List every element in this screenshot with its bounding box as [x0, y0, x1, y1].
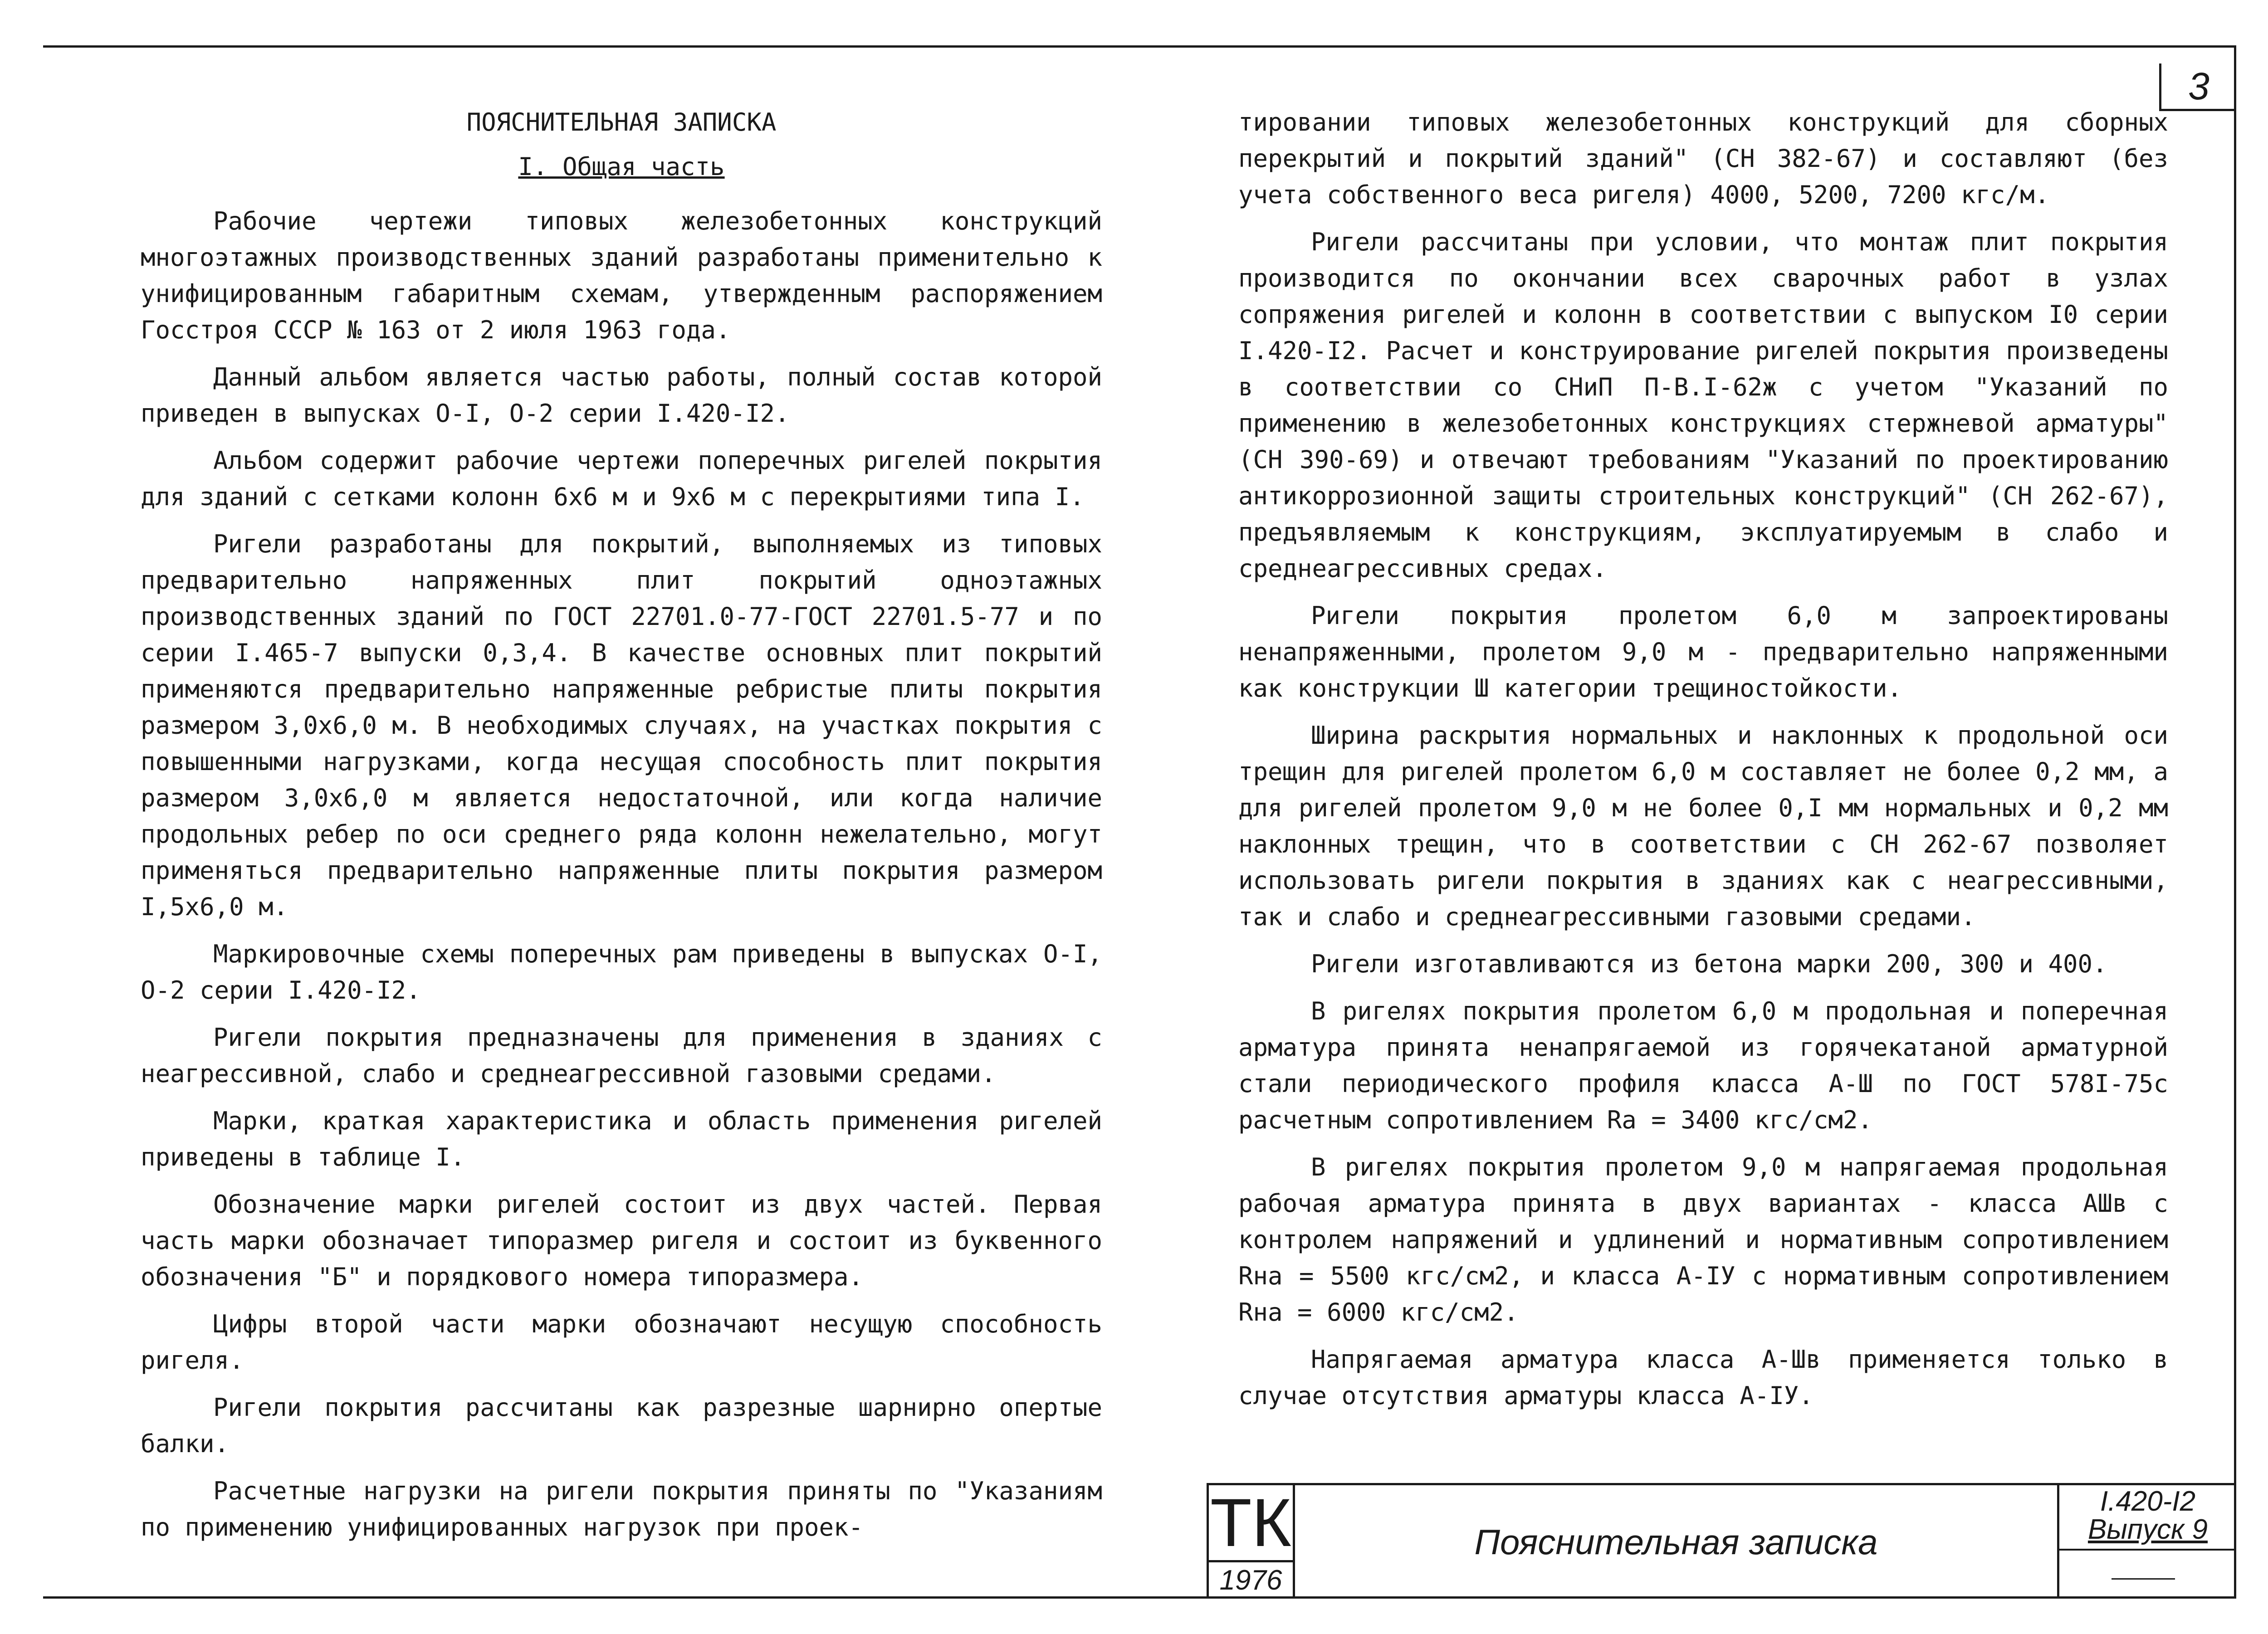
title-block-code: ТК: [1209, 1485, 1295, 1562]
paragraph: Данный альбом является частью работы, полный состав которой приведен в выпусках О-I, О-2 серии I.420-I2.: [141, 363, 1102, 428]
paragraph: Ригели покрытия предназначены для применения в зданиях с неагрессивной, слабо и среднеагрессивной газовыми средами.: [141, 1023, 1102, 1088]
paragraph: Ригели рассчитаны при условии, что монтаж плит покрытия производится по окончании всех сварочных работ в узлах сопряжения ригелей и колонн в соответствии с выпуском I0 серии I.420-I2. Расчет и конструирование ригелей покрытия произведены в соответствии со СНиП П-В.I-62ж с учетом "Указаний по применению в железобетонных конструкциях стержневой арматуры" (СН 390-69) и отвечают требованиям "Указаний по проектированию антикоррозионной защиты строительных конструкций" (СН 262-67), предъявляемым к конструкциям, эксплуатируемым в слабо и среднеагрессивных средах.: [1238, 228, 2168, 583]
paragraph: Марки, краткая характеристика и область применения ригелей приведены в таблице I.: [141, 1107, 1102, 1171]
title-block-divider: [2059, 1549, 2236, 1551]
title-block-dash: [2112, 1578, 2175, 1580]
frame-top-border: [43, 45, 2234, 48]
paragraph: Цифры второй части марки обозначают несущую способность ригеля.: [141, 1310, 1102, 1375]
title-block: [1207, 1483, 2236, 1599]
title-block-issue: Выпуск 9: [2087, 1514, 2208, 1545]
paragraph: Маркировочные схемы поперечных рам приведены в выпусках О-I, О-2 серии I.420-I2.: [141, 940, 1102, 1005]
paragraph: В ригелях покрытия пролетом 6,0 м продольная и поперечная арматура принята ненапрягаемой из горячекатаной арматурной стали периодического профиля класса А-Ш по ГОСТ 578I-75с расчетным сопротивлением Rа = 3400 кгс/см2.: [1238, 997, 2168, 1134]
document-heading: ПОЯСНИТЕЛЬНАЯ ЗАПИСКА: [466, 108, 777, 137]
title-block-series: I.420-I2: [2100, 1486, 2196, 1517]
section-heading: I. Общая часть: [518, 152, 725, 181]
title-block-title: Пояснительная записка: [1295, 1485, 2059, 1599]
paragraph: Альбом содержит рабочие чертежи поперечных ригелей покрытия для зданий с сетками колонн 6х6 м и 9х6 м с перекрытиями типа I.: [141, 446, 1102, 511]
paragraph: Рабочие чертежи типовых железобетонных конструкций многоэтажных производственных зданий разработаны применительно к унифицированным габаритным схемам, утвержденным распоряжением Госстроя СССР № 163 от 2 июля 1963 года.: [141, 207, 1102, 344]
left-column: [141, 104, 1102, 1556]
paragraph-continuation: тировании типовых железобетонных конструкций для сборных перекрытий и покрытий зданий" (СН 382-67) и составляют (без учета собственного веса ригеля) 4000, 5200, 7200 кгс/м.: [1238, 108, 2168, 209]
paragraph: Ригели покрытия рассчитаны как разрезные шарнирно опертые балки.: [141, 1393, 1102, 1458]
paragraph: Напрягаемая арматура класса А-Шв применяется только в случае отсутствия арматуры класса А-IУ.: [1238, 1345, 2168, 1410]
paragraph: Ригели изготавливаются из бетона марки 200, 300 и 400.: [1311, 950, 2107, 978]
paragraph: Ригели покрытия пролетом 6,0 м запроектированы ненапряженными, пролетом 9,0 м - предварительно напряженными как конструкции Ш категории трещиностойкости.: [1238, 601, 2168, 702]
page-number: 3: [2159, 63, 2236, 111]
paragraph: Расчетные нагрузки на ригели покрытия приняты по "Указаниям по применению унифицированных нагрузок при проек-: [141, 1477, 1102, 1541]
paragraph: Ригели разработаны для покрытий, выполняемых из типовых предварительно напряженных плит покрытий одноэтажных производственных зданий по ГОСТ 22701.0-77-ГОСТ 22701.5-77 и по серии I.465-7 выпуски 0,3,4. В качестве основных плит покрытий применяются предварительно напряженные ребристые плиты покрытия размером 3,0х6,0 м. В необходимых случаях, на участках покрытия с повышенными нагрузками, когда несущая способность плит покрытия размером 3,0х6,0 м является недостаточной, или когда наличие продольных ребер по оси среднего ряда колонн нежелательно, могут применяться предварительно напряженные плиты покрытия размером I,5х6,0 м.: [141, 530, 1102, 921]
paragraph: Обозначение марки ригелей состоит из двух частей. Первая часть марки обозначает типоразмер ригеля и состоит из буквенного обозначения "Б" и порядкового номера типоразмера.: [141, 1190, 1102, 1291]
paragraph: В ригелях покрытия пролетом 9,0 м напрягаемая продольная рабочая арматура принята в двух вариантах - класса АШв с контролем напряжений и удлинений и нормативным сопротивлением Rна = 5500 кгс/см2, и класса А-IУ с нормативным сопротивлением Rна = 6000 кгс/см2.: [1238, 1153, 2168, 1327]
title-block-year: 1976: [1209, 1562, 1295, 1599]
right-column: [1238, 104, 2168, 1425]
frame-right-border: [2234, 45, 2236, 1596]
paragraph: Ширина раскрытия нормальных и наклонных к продольной оси трещин для ригелей пролетом 6,0 м составляет не более 0,2 мм, а для ригелей пролетом 9,0 м не более 0,I мм нормальных и 0,2 мм наклонных трещин, что в соответствии с СН 262-67 позволяет использовать ригели покрытия в зданиях как с неагрессивными, так и слабо и среднеагрессивными газовыми средами.: [1238, 721, 2168, 931]
